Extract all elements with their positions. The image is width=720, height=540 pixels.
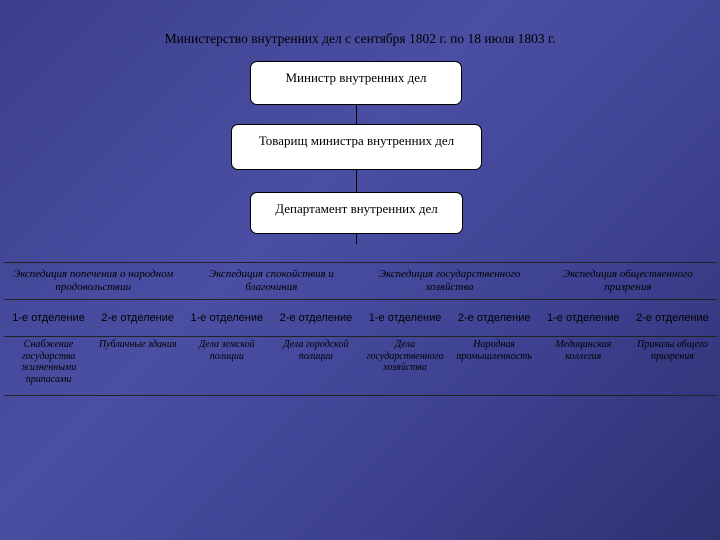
connector-line — [356, 234, 357, 244]
subject-cell: Дела земской полиции — [182, 337, 271, 396]
expedition-cell: Экспедиция спокойствия и благочиния — [182, 263, 360, 300]
connector-line — [356, 170, 357, 192]
subject-cell: Дела государственного хозяйства — [361, 337, 450, 396]
department-cell: 2-е отделение — [93, 300, 182, 337]
expedition-row — [4, 263, 717, 300]
deputy-box — [231, 124, 482, 170]
deputy-label: Товарищ министра внутренних дел — [258, 133, 455, 148]
department-cell: 2-е отделение — [450, 300, 539, 337]
slide-title: Министерство внутренних дел с сентября 1802 г. по 18 июля 1803 г. — [164, 31, 556, 46]
minister-label: Министр внутренних дел — [285, 70, 427, 85]
structure-table — [4, 262, 717, 396]
subject-cell: Снабжение государства жизненными припасами — [4, 337, 93, 396]
department-cell: 2-е отделение — [271, 300, 360, 337]
department-cell: 1-е отделение — [182, 300, 271, 337]
subject-cell: Публичные здания — [93, 337, 182, 396]
department-row — [4, 300, 717, 337]
subject-row — [4, 337, 717, 396]
expedition-cell: Экспедиция попечения о народном продовольствии — [4, 263, 182, 300]
expedition-cell: Экспедиция общественного призрения — [539, 263, 717, 300]
department-cell: 1-е отделение — [539, 300, 628, 337]
department-label: Департамент внутренних дел — [275, 201, 438, 216]
department-cell: 2-е отделение — [628, 300, 717, 337]
subject-cell: Приказы общего призрения — [628, 337, 717, 396]
department-cell: 1-е отделение — [4, 300, 93, 337]
minister-box — [250, 61, 462, 105]
subject-cell: Народная промышленность — [450, 337, 539, 396]
subject-cell: Медицинская коллегия — [539, 337, 628, 396]
expedition-cell: Экспедиция государственного хозяйства — [361, 263, 539, 300]
subject-cell: Дела городской полиции — [271, 337, 360, 396]
department-cell: 1-е отделение — [361, 300, 450, 337]
department-box — [250, 192, 463, 234]
connector-line — [356, 105, 357, 124]
